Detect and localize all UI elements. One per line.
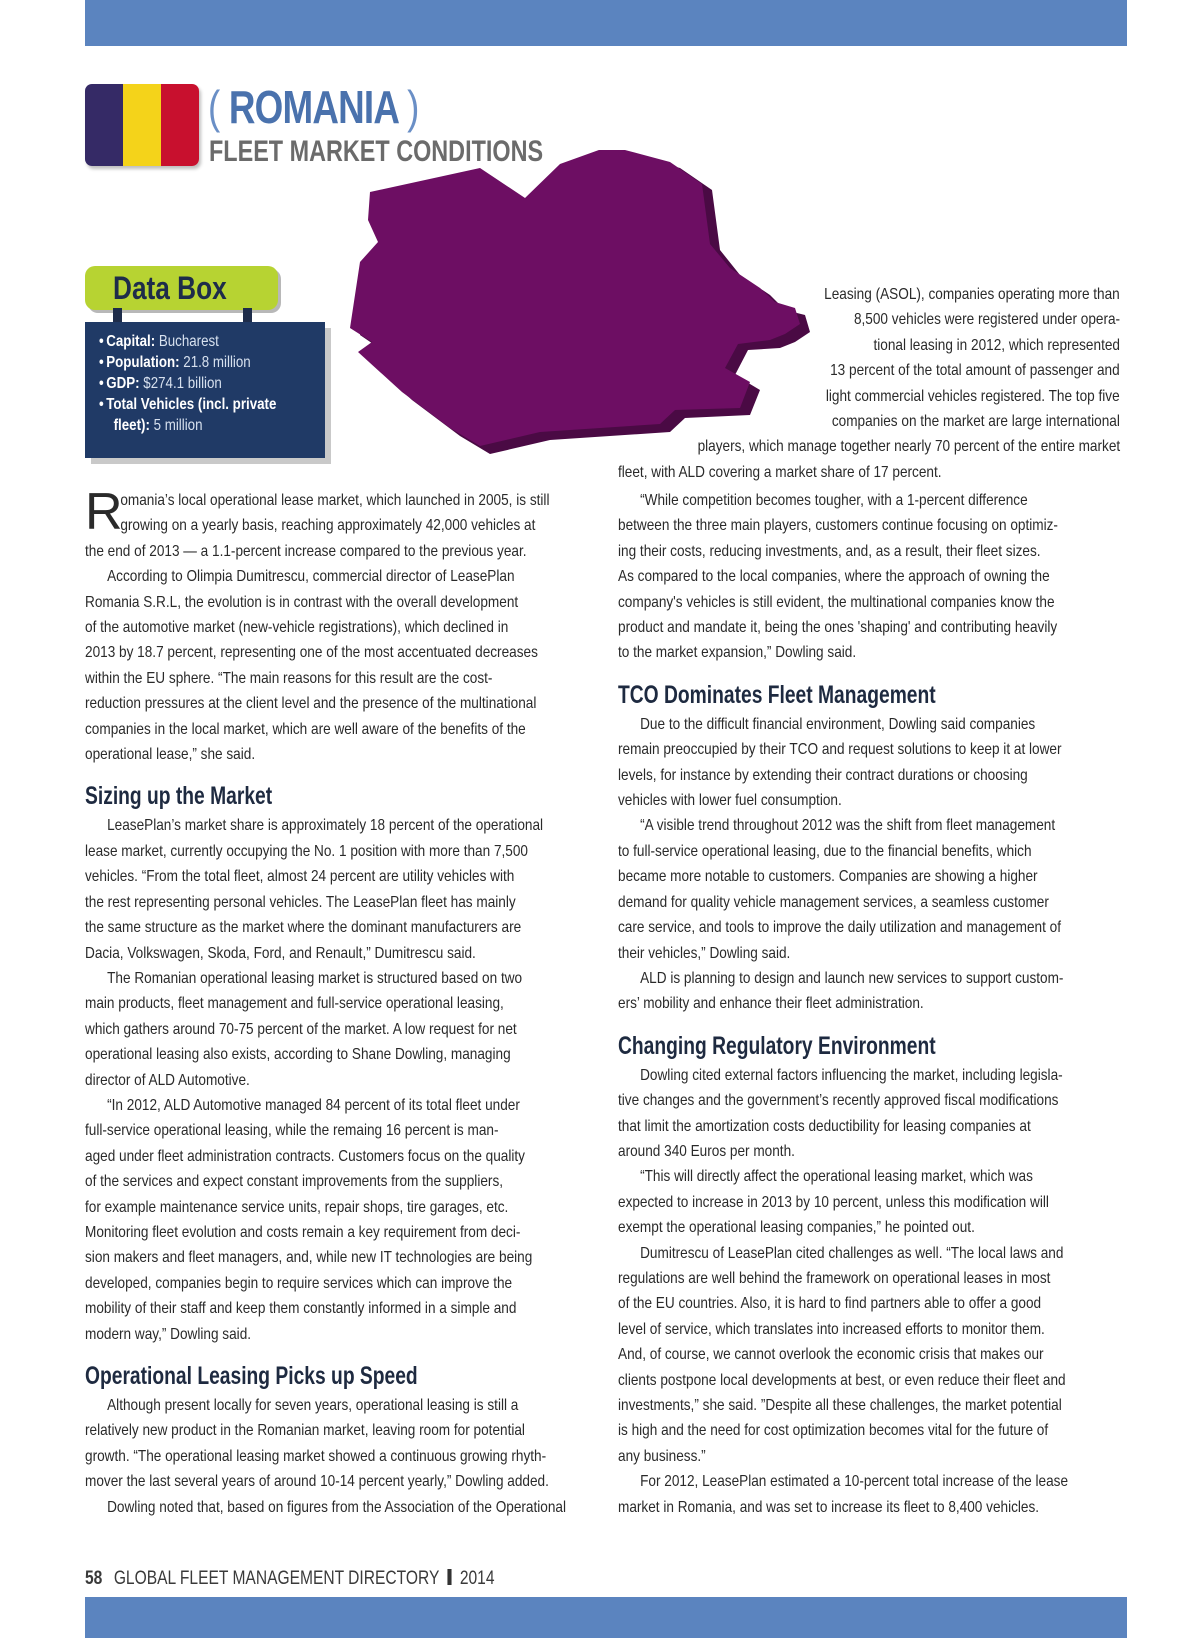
paragraph: [618, 1164, 1138, 1240]
paragraph: [618, 488, 1138, 666]
databox-gdp: • GDP: $274.1 billion: [99, 375, 222, 392]
text-line: ALD is planning to design and launch new services to support custom-: [640, 969, 1064, 987]
text-line: vehicles. “From the total fleet, almost 24 percent are utility vehicles with: [85, 868, 515, 886]
databox-vehicles: • Total Vehicles (incl. private: [99, 396, 277, 413]
text-line: reduction pressures at the client level and the presence of the multinational: [85, 695, 537, 713]
text-line: full-service operational leasing, while the remaing 16 percent is man-: [85, 1122, 499, 1140]
text-line: light commercial vehicles registered. The top five: [826, 387, 1120, 405]
text-line: operational leasing also exists, according to Shane Dowling, managing: [85, 1046, 511, 1064]
text-line: clients postpone local developments at best, or even reduce their fleet and: [618, 1371, 1066, 1389]
text-line: According to Olimpia Dumitrescu, commercial director of LeasePlan: [107, 568, 515, 586]
text-line: levels, for instance by extending their contract durations or choosing: [618, 766, 1028, 784]
text-line: Due to the difficult financial environment, Dowling said companies: [640, 715, 1036, 733]
left-column: [85, 483, 595, 1520]
databox: [85, 322, 325, 458]
text-line: exempt the operational leasing companies,” he pointed out.: [618, 1219, 975, 1237]
text-line: 8,500 vehicles were registered under opera-: [853, 311, 1120, 329]
text-line: Romania S.R.L, the evolution is in contrast with the overall development: [85, 593, 519, 611]
text-line: market in Romania, and was set to increase its fleet to 8,400 vehicles.: [618, 1498, 1040, 1516]
intro-paragraph: [85, 483, 595, 564]
page-footer: [85, 1568, 495, 1590]
paragraph: [618, 712, 1138, 814]
bottom-band: [85, 1597, 1127, 1638]
text-line: “This will directly affect the operational leasing market, which was: [640, 1168, 1033, 1186]
text-line: mobility of their staff and keep them constantly informed in a simple and: [85, 1300, 517, 1318]
romania-flag-icon: [85, 84, 199, 166]
text-line: operational lease,” she said.: [85, 746, 256, 764]
text-line: Dumitrescu of LeasePlan cited challenges as well. “The local laws and: [640, 1244, 1064, 1262]
text-line: developed, companies begin to require services which can improve the: [85, 1274, 513, 1292]
text-line: care service, and tools to improve the daily utilization and management of: [618, 919, 1061, 937]
text-line: within the EU sphere. “The main reasons for this result are the cost-: [85, 669, 493, 687]
text-line: is high and the need for cost optimization becomes vital for the future of: [618, 1422, 1049, 1440]
text-line: tional leasing in 2012, which represented: [873, 336, 1120, 354]
text-line: for example maintenance service units, repair shops, tire garages, etc.: [85, 1198, 509, 1216]
text-line: of the services and expect constant improvements from the suppliers,: [85, 1173, 504, 1191]
paragraph: [618, 966, 1138, 1017]
text-line: And, of course, we cannot overlook the economic crisis that makes our: [618, 1346, 1044, 1364]
publication-name: GLOBAL FLEET MANAGEMENT DIRECTORY: [113, 1568, 440, 1589]
text-line: investments,” she said. ”Despite all these challenges, the market potential: [618, 1397, 1062, 1414]
page-title: ( ROMANIA ): [208, 81, 419, 133]
paragraph: [618, 1241, 1138, 1470]
heading-operational: Operational Leasing Picks up Speed: [85, 1362, 418, 1390]
paragraph: [85, 813, 595, 965]
text-line: 2013 by 18.7 percent, representing one of the most accentuated decreases: [85, 644, 538, 662]
databox-post-left: [113, 308, 122, 322]
right-top-text: [600, 282, 1120, 482]
text-line: players, which manage together nearly 70 percent of the entire market: [697, 438, 1120, 456]
paragraph: [618, 813, 1138, 965]
databox-post-right: [243, 308, 252, 322]
text-line: the same structure as the market where the dominant manufacturers are: [85, 919, 522, 937]
text-line: LeasePlan’s market share is approximately 18 percent of the operational: [107, 817, 544, 835]
paragraph: [618, 1469, 1138, 1520]
text-line: between the three main players, customers continue focusing on optimiz-: [618, 517, 1058, 535]
text-line: their vehicles,” Dowling said.: [618, 944, 791, 962]
text-line: which gathers around 70-75 percent of the market. A low request for net: [85, 1020, 517, 1038]
text-line: around 340 Euros per month.: [618, 1142, 795, 1160]
databox-vehicles-cont: fleet): 5 million: [113, 417, 203, 434]
text-line: fleet, with ALD covering a market share of 17 percent.: [618, 463, 942, 481]
text-line: regulations are well behind the framework on operational leases in most: [618, 1269, 1051, 1287]
databox-population: • Population: 21.8 million: [99, 354, 251, 371]
text-line: Monitoring fleet evolution and costs remain a key requirement from deci-: [85, 1223, 521, 1241]
paragraph: [618, 1063, 1138, 1165]
text-line: demand for quality vehicle management services, a seamless customer: [618, 893, 1049, 911]
text-line: aged under fleet administration contracts. Customers focus on the quality: [85, 1147, 525, 1165]
text-line: sion makers and fleet managers, and, while new IT technologies are being: [85, 1249, 533, 1267]
paragraph: [85, 564, 595, 767]
text-line: product and mandate it, being the ones 'shaping' and contributing heavily: [618, 619, 1058, 637]
publication-year: 2014: [459, 1568, 495, 1589]
text-line: to the market expansion,” Dowling said.: [618, 644, 857, 662]
page-subtitle: FLEET MARKET CONDITIONS: [209, 135, 544, 168]
databox-capital: • Capital: Bucharest: [99, 333, 219, 350]
text-line: to full-service operational leasing, due to the financial benefits, which: [618, 842, 1032, 860]
text-line: growth. “The operational leasing market showed a continuous growing rhyth-: [85, 1447, 547, 1465]
text-line: mover the last several years of around 10-14 percent yearly,” Dowling added.: [85, 1473, 549, 1491]
text-line: As compared to the local companies, where the approach of owning the: [618, 568, 1050, 586]
page-number: 58: [85, 1568, 103, 1589]
text-line: modern way,” Dowling said.: [85, 1325, 252, 1343]
heading-regulatory: Changing Regulatory Environment: [618, 1031, 936, 1060]
text-line: main products, fleet management and full-service operational leasing,: [85, 995, 504, 1013]
text-line: tive changes and the government’s recently approved fiscal modifications: [618, 1092, 1059, 1110]
text-line: companies in the local market, which are well aware of the benefits of the: [85, 720, 526, 738]
paragraph: [85, 966, 595, 1093]
footer-separator: [448, 1569, 452, 1585]
text-line: remain preoccupied by their TCO and request solutions to keep it at lower: [618, 741, 1062, 759]
text-line: director of ALD Automotive.: [85, 1071, 250, 1089]
text-line: Leasing (ASOL), companies operating more than: [824, 286, 1120, 303]
text-line: Dowling cited external factors influencing the market, including legisla-: [640, 1066, 1063, 1084]
text-line: The Romanian operational leasing market is structured based on two: [107, 969, 523, 987]
text-line: omania’s local operational lease market, which launched in 2005, is still: [120, 492, 550, 509]
text-line: Although present locally for seven years, operational leasing is still a: [107, 1397, 519, 1414]
text-line: the end of 2013 — a 1.1-percent increase compared to the previous year.: [85, 542, 527, 560]
text-line: the rest representing personal vehicles. The LeasePlan fleet has mainly: [85, 893, 516, 911]
text-line: ing their costs, reducing investments, and, as a result, their fleet sizes.: [618, 542, 1041, 560]
heading-sizing: Sizing up the Market: [85, 782, 273, 811]
text-line: relatively new product in the Romanian market, leaving room for potential: [85, 1422, 525, 1440]
text-line: became more notable to customers. Companies are showing a higher: [618, 868, 1038, 886]
right-column: [618, 488, 1138, 1520]
text-line: “In 2012, ALD Automotive managed 84 percent of its total fleet under: [107, 1096, 520, 1114]
databox-title: Data Box: [85, 266, 278, 310]
text-line: of the EU countries. Also, it is hard to find partners able to offer a good: [618, 1295, 1042, 1313]
paragraph: [85, 1393, 595, 1520]
top-band: [85, 0, 1127, 46]
text-line: Dowling noted that, based on figures from the Association of the Operational: [107, 1498, 567, 1516]
text-line: that limit the amortization costs deductibility for leasing companies at: [618, 1117, 1031, 1135]
text-line: For 2012, LeasePlan estimated a 10-percent total increase of the lease: [640, 1473, 1069, 1491]
drop-cap: R: [85, 483, 123, 541]
text-line: any business.”: [618, 1447, 706, 1465]
paragraph: [85, 1093, 595, 1347]
text-line: lease market, currently occupying the No. 1 position with more than 7,500: [85, 842, 528, 860]
text-line: of the automotive market (new-vehicle registrations), which declined in: [85, 619, 509, 637]
text-line: “A visible trend throughout 2012 was the shift from fleet management: [640, 817, 1056, 835]
text-line: 13 percent of the total amount of passenger and: [830, 362, 1120, 380]
text-line: vehicles with lower fuel consumption.: [618, 792, 842, 810]
text-line: company's vehicles is still evident, the multinational companies know the: [618, 593, 1055, 611]
text-line: level of service, which translates into increased efforts to monitor them.: [618, 1320, 1045, 1338]
text-line: expected to increase in 2013 by 10 percent, unless this modification will: [618, 1193, 1049, 1211]
text-line: companies on the market are large international: [831, 413, 1120, 430]
text-line: growing on a yearly basis, reaching approximately 42,000 vehicles at: [120, 517, 536, 535]
text-line: ers’ mobility and enhance their fleet administration.: [618, 995, 924, 1013]
heading-tco: TCO Dominates Fleet Management: [618, 680, 936, 709]
text-line: Dacia, Volkswagen, Skoda, Ford, and Renault,” Dumitrescu said.: [85, 944, 476, 962]
text-line: “While competition becomes tougher, with a 1-percent difference: [640, 492, 1028, 509]
